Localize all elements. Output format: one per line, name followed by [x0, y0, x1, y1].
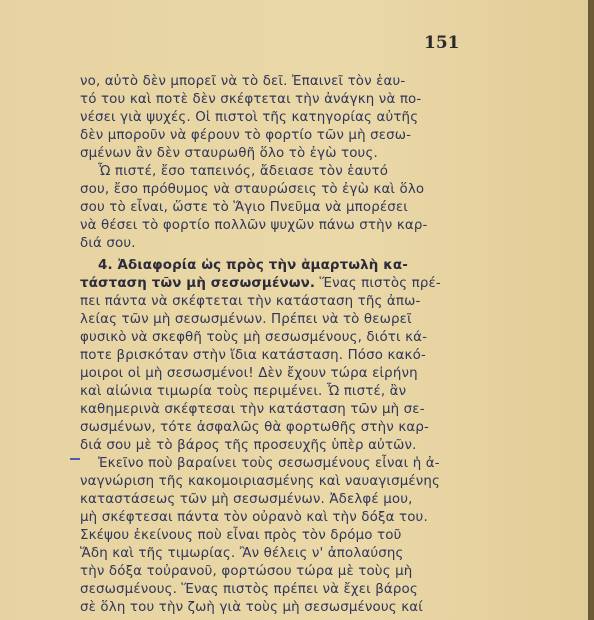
text-line: Ἐκεῖνο ποὺ βαραίνει τοὺς σεσωσμένους εἶναι ἡ ἀ-	[98, 456, 440, 471]
text-line: τὴν δόξα τοὐρανοῦ, φορτώσου τώρα μὲ τοὺς μὴ	[80, 564, 413, 579]
margin-mark	[70, 458, 80, 460]
text-line: μοιροι οἱ μὴ σεσωσμένοι! Δὲν ἔχουν τώρα εἰρήνη	[80, 366, 418, 381]
text-line: καταστάσεως τῶν μὴ σεσωσμένων. Ἀδελφέ μου,	[80, 492, 413, 507]
text-line: νο, αὐτὸ δὲν μπορεῖ νὰ τὸ δεῖ. Ἐπαινεῖ τὸν ἑαυ-	[80, 74, 406, 89]
text-line: διά σου.	[80, 236, 136, 251]
text-line: λείας τῶν μὴ σεσωσμένων. Πρέπει νὰ τὸ θεωρεῖ	[80, 312, 412, 327]
text-line: Ἅδη καὶ τῆς τιμωρίας. Ἂν θέλεις ν' ἀπολαύσης	[80, 546, 404, 561]
text-line: τό του καὶ ποτὲ δὲν σκέφτεται τὴν ἀνάγκη νὰ πο-	[80, 92, 422, 107]
section-heading-continuation: τάσταση τῶν μὴ σεσωσμένων.	[80, 276, 316, 291]
text-line: ναγνώριση τῆς κακομοιριασμένης καὶ ναυαγισμένης	[80, 474, 441, 489]
text-line: σου, ἔσο πρόθυμος νὰ σταυρώσεις τὸ ἐγὼ καὶ ὅλο	[80, 182, 425, 197]
text-line: σὲ ὅλη του τὴν ζωὴ γιὰ τοὺς μὴ σεσωσμένους καί	[80, 600, 423, 615]
text-line: νὰ θέσει τὸ φορτίο πολλῶν ψυχῶν πάνω στὴν καρ-	[80, 218, 428, 233]
text-line: σου τὸ εἶναι, ὥστε τὸ Ἅγιο Πνεῦμα νὰ μπορέσει	[80, 200, 408, 215]
section-heading: 4. Ἀδιαφορία ὡς πρὸς τὴν ἁμαρτωλὴ κα-	[98, 258, 408, 273]
text-line: Ὦ πιστέ, ἔσο ταπεινός, ἄδειασε τὸν ἑαυτό	[98, 164, 389, 179]
text-line: μὴ σκέφτεσαι πάντα τὸν οὐρανὸ καὶ τὴν δόξα του.	[80, 510, 428, 525]
text-line: καὶ αἰώνια τιμωρία τοὺς περιμένει. Ὦ πιστέ, ἂν	[80, 384, 407, 399]
text-fragment: Ἕνας πιστὸς πρέ-	[315, 276, 441, 291]
text-line: ποτε βρισκόταν στὴν ἴδια κατάσταση. Πόσο κακό-	[80, 348, 426, 363]
text-line: νέσει γιὰ ψυχές. Οἱ πιστοὶ τῆς κατηγορίας αὐτῆς	[80, 110, 419, 125]
page-number: 151	[424, 33, 460, 53]
text-line: καθημερινὰ σκέφτεσαι τὴν κατάσταση τῶν μὴ σε-	[80, 402, 425, 417]
text-line: Σκέψου ἐκείνους ποὺ εἶναι πρὸς τὸν δρόμο τοῦ	[80, 528, 402, 543]
text-line: σεσωσμένους. Ἕνας πιστὸς πρέπει νὰ ἔχει βάρος	[80, 582, 418, 597]
text-line: σωσμένων, τότε ἀσφαλῶς θὰ φορτωθῆς στὴν καρ-	[80, 420, 429, 435]
section-heading-line	[80, 275, 441, 293]
text-line: σμένων ἂν δὲν σταυρωθῆ ὅλο τὸ ἐγὼ τους.	[80, 146, 378, 161]
text-line: πει πάντα νὰ σκέφτεται τὴν κατάσταση τῆς ἀπω-	[80, 294, 421, 309]
text-line: διά σου μὲ τὸ βάρος τῆς προσευχῆς ὑπὲρ αὐτῶν.	[80, 438, 417, 453]
page-edge-shadow	[588, 0, 594, 620]
text-line: φυσικὸ νὰ σκεφθῆ τοὺς μὴ σεσωσμένους, διότι κά-	[80, 330, 428, 345]
text-line: δὲν μποροῦν νὰ φέρουν τὸ φορτίο τῶν μὴ σεσω-	[80, 128, 412, 143]
